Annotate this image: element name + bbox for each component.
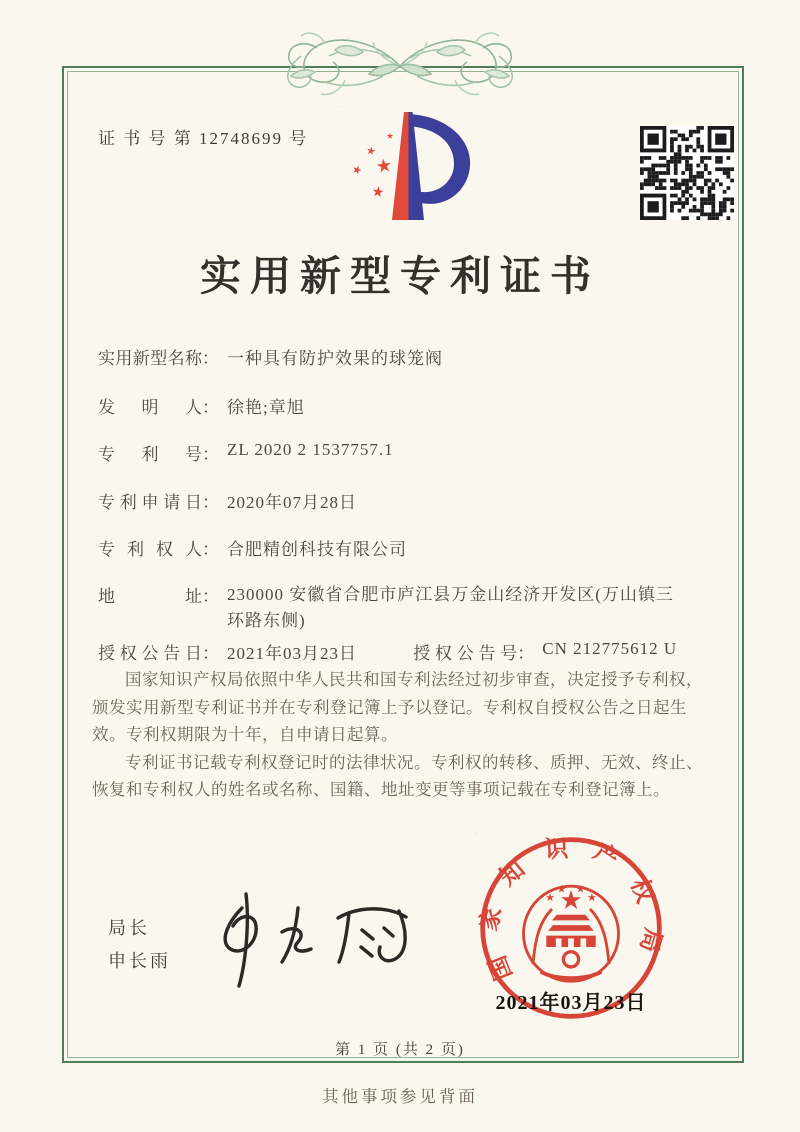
- colon: ：: [202, 398, 219, 417]
- field-label: 授权公告日: [98, 644, 202, 663]
- certificate-title: 实用新型专利证书: [200, 253, 600, 299]
- field-label: 实用新型名称: [98, 349, 202, 368]
- field-row-address: [98, 582, 730, 634]
- colon: ：: [202, 644, 219, 663]
- field-row-grant: [98, 639, 730, 664]
- colon: ：: [202, 493, 219, 512]
- seal-text: 国家知识产权局: [476, 835, 666, 984]
- field-value: CN 212775612 U: [542, 639, 678, 658]
- field-value: 2021年03月23日: [227, 644, 357, 663]
- field-label: 授权公告号: [413, 644, 518, 663]
- legal-text-block: [92, 666, 716, 804]
- director-title: 局长: [108, 918, 150, 938]
- field-label: 专利申请日: [98, 493, 202, 512]
- back-side-note: 其他事项参见背面: [322, 1087, 478, 1106]
- colon: ：: [202, 445, 219, 464]
- field-value: 徐艳;章旭: [227, 398, 305, 417]
- field-value: 2020年07月28日: [227, 493, 357, 512]
- seal-date: 2021年03月23日: [495, 992, 647, 1014]
- colon: ：: [202, 540, 219, 559]
- cnipa-logo-icon: [338, 106, 478, 230]
- field-row-name: [98, 344, 730, 369]
- field-label: 专利权人: [98, 540, 202, 559]
- field-row-inventor: [98, 393, 730, 418]
- qr-code: [640, 126, 734, 220]
- field-label: 发明人: [98, 398, 202, 417]
- field-value: 一种具有防护效果的球笼阀: [227, 349, 443, 368]
- grant-date-pair: [98, 639, 357, 663]
- field-value: [227, 582, 674, 634]
- colon: ：: [202, 349, 219, 368]
- field-row-filing-date: [98, 488, 730, 513]
- garland-ornament-icon: [225, 22, 575, 110]
- colon: ：: [517, 644, 535, 663]
- grant-no-pair: [413, 639, 677, 664]
- signature-art-icon: [200, 886, 440, 996]
- field-label: 专利号: [98, 445, 202, 464]
- field-label: 地址: [98, 587, 202, 606]
- address-line-2: 环路东侧): [227, 611, 306, 630]
- legal-paragraph-1: 国家知识产权局依照中华人民共和国专利法经过初步审查，决定授予专利权，颁发实用新型专利证书并在专利登记簿上予以登记。专利权自授权公告之日起生效。专利权期限为十年，自申请日起算。: [92, 670, 703, 744]
- address-line-1: 230000 安徽省合肥市庐江县万金山经济开发区(万山镇三: [227, 585, 674, 604]
- legal-paragraph-2: 专利证书记载专利权登记时的法律状况。专利权的转移、质押、无效、终止、恢复和专利权人的姓名或名称、国籍、地址变更等事项记载在专利登记簿上。: [92, 752, 703, 799]
- colon: ：: [202, 587, 219, 606]
- director-name: 申长雨: [108, 951, 171, 971]
- logo-stars: [338, 106, 393, 197]
- field-row-patent-no: [98, 440, 730, 465]
- field-row-patentee: [98, 535, 730, 560]
- field-value: ZL 2020 2 1537757.1: [227, 440, 394, 459]
- page-number: 第 1 页 (共 2 页): [335, 1042, 465, 1058]
- certificate-number: 证 书 号 第 12748699 号: [98, 129, 309, 148]
- field-value: 合肥精创科技有限公司: [227, 540, 407, 559]
- svg-text:国家知识产权局: [476, 834, 666, 983]
